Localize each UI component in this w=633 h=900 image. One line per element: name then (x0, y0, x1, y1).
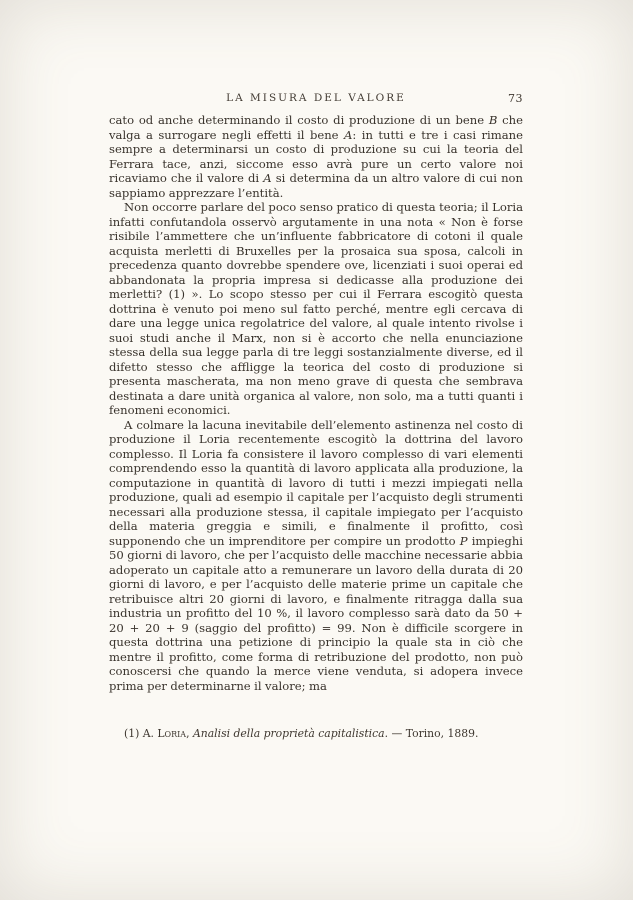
paragraph (109, 418, 523, 694)
footnote (109, 727, 523, 741)
page-number: 73 (508, 92, 523, 105)
italic-text-run: Analisi della proprietà capitalistica (192, 727, 385, 740)
text-run: cato od anche determinando il costo di produzione di un bene (109, 113, 489, 127)
italic-text-run: A (263, 171, 272, 185)
text-run: (1) A. (124, 727, 158, 740)
page-header (109, 92, 523, 104)
italic-text-run: P (459, 533, 468, 548)
text-run: . — Torino, 1889. (384, 727, 479, 740)
italic-text-run: A (344, 127, 353, 142)
paragraph (109, 200, 523, 418)
italic-text-run: B (488, 113, 498, 127)
text-run: , (186, 727, 193, 740)
text-run: Non occorre parlare del poco senso pratico di questa teoria; il Loria infatti confutandola osservò argutamente in una nota « Non è forse risibile l’ammettere che un’influente fabbricatore di cotoni il quale acquista merletti di Bruxelles per la prosaica sua sposa, calcoli in precedenza quanto dovrebbe spendere ove, licenziati i suoi operai ed abbandonata la propria impresa si dedicasse alla produzione dei merletti? (1) ». Lo scopo stesso per cui il Ferrara escogitò questa dottrina è venuto poi meno sul fatto perché, mentre egli cercava di dare una legge unica regolatrice del valore, al quale intento rivolse i suoi studi anche il Marx, non si è accorto che nella enunciazione stessa della sua legge parla di tre leggi sostanzialmente diverse, ed il difetto stesso che affligge la teorica del costo di produzione si presenta mascherata, ma non meno grave di questa che sembrava destinata a dare unità organica al valore, non solo, ma a tutti quanti i fenomeni economici. (109, 200, 523, 417)
text-block (109, 92, 523, 741)
text-run: A colmare la lacuna inevitabile dell’elemento astinenza nel costo di produzione il Loria recentemente escogitò la dottrina del lavoro complesso. Il Loria fa consistere il lavoro complesso di vari elementi comprendendo esso la quantità di lavoro applicata alla produzione, la computazione in quantità di lavoro di tutti i mezzi impiegati nella produzione, quali ad esempio il capitale per l’acquisto degli strumenti necessari alla produzione stessa, il capitale impiegato per l’acquisto della materia greggia e simili, e finalmente il profitto, così supponendo che un imprenditore per compire un prodotto (109, 417, 523, 548)
text-run: che valga a surrogare negli effetti il bene (109, 113, 523, 142)
paragraph (109, 113, 523, 200)
page-body (109, 113, 523, 693)
text-run: si determina da un altro valore di cui non sappiamo apprezzare l’entità. (109, 171, 523, 200)
text-run: : in tutti e tre i casi rimane sempre a determinarsi un costo di produzione su cui la teoria del Ferrara tace, anzi, siccome esso avrà pure un certo valore noi ricaviamo che il valore di (109, 127, 523, 185)
text-run: impieghi 50 giorni di lavoro, che per l’acquisto delle macchine necessarie abbia adoperato un capitale atto a remunerare un lavoro della durata di 20 giorni di lavoro, e per l’acquisto delle materie prime un capitale che retribuisce altri 20 giorni di lavoro, e finalmente ritragga dalla sua industria un profitto del 10 %, il lavoro complesso sarà dato da 50 + 20 + 20 + 9 (saggio del profitto) = 99. Non è difficile scorgere in questa dottrina una petizione di principio la quale sta in ciò che mentre il profitto, come forma di retribuzione del prodotto, non può conoscersi che quando la merce viene venduta, si adopera invece prima per determinarne il valore; ma (109, 533, 523, 693)
running-title: LA MISURA DEL VALORE (226, 92, 406, 104)
smallcaps-text-run: Loria (157, 727, 187, 740)
